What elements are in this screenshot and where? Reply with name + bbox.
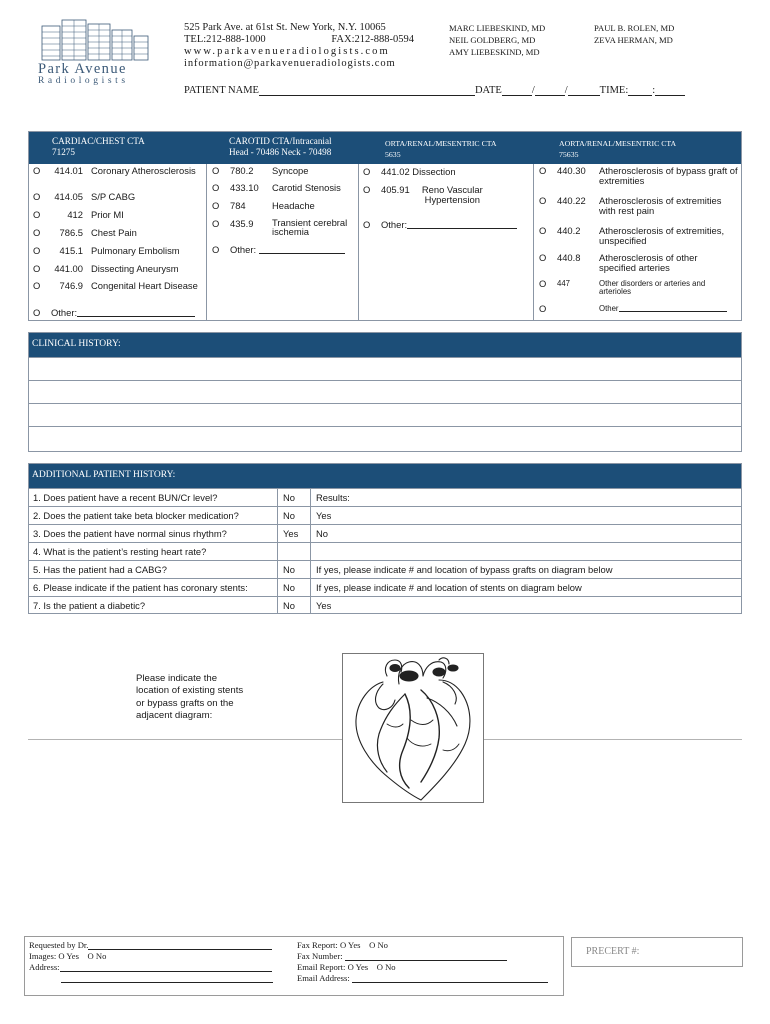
doctor-name: NEIL GOLDBERG, MD [449, 35, 536, 45]
diagnosis-code: 433.10 [230, 182, 259, 193]
diagnosis-option-other[interactable] [539, 304, 727, 314]
diagnosis-label: Atherosclerosis of extremities with rest pain [599, 195, 722, 216]
fax-report-label: Fax Report: [297, 940, 338, 950]
requested-by-field[interactable] [88, 941, 272, 950]
images-yes-option[interactable]: O Yes [58, 951, 79, 961]
diagnosis-label: Congenital Heart Disease [91, 280, 198, 291]
answer-option[interactable]: No [278, 579, 311, 596]
response-option[interactable]: If yes, please indicate # and location of stents on diagram below [316, 582, 582, 593]
question-text: 7. Is the patient a diabetic? [29, 597, 278, 614]
answer-option[interactable]: No [278, 597, 311, 614]
date-sep: / [531, 85, 535, 96]
radio-circle-icon[interactable]: O [539, 225, 547, 236]
diagnosis-option[interactable] [33, 210, 203, 220]
images-label: Images: [29, 951, 57, 961]
address-field-2[interactable] [61, 974, 273, 983]
diagnosis-table [28, 131, 742, 321]
question-text: 1. Does patient have a recent BUN/Cr level? [29, 489, 278, 506]
diagnosis-label: S/P CABG [91, 191, 136, 202]
heart-anatomy-icon[interactable] [343, 654, 483, 802]
radio-circle-icon[interactable]: O [33, 245, 41, 256]
diagnosis-option[interactable] [33, 281, 203, 291]
patient-info-line [184, 85, 704, 96]
question-text: 3. Does the patient have normal sinus rhythm? [29, 525, 278, 542]
radio-circle-icon[interactable]: O [212, 244, 220, 255]
question-row [29, 560, 741, 578]
response-option[interactable]: Yes [316, 510, 332, 521]
instruction-line: Please indicate the [136, 673, 218, 684]
diagnosis-label: Atherosclerosis of bypass graft of extremities [599, 165, 738, 186]
diagnosis-option[interactable] [539, 196, 739, 215]
diagnosis-option[interactable] [539, 226, 729, 245]
email-report-label: Email Report: [297, 962, 346, 972]
diagnosis-label: Chest Pain [91, 227, 137, 238]
diagnosis-option[interactable] [212, 166, 356, 176]
telephone: TEL:212-888-1000 [184, 34, 266, 45]
fax-number-row [297, 951, 507, 961]
question-row [29, 596, 741, 614]
diagnosis-code: 414.05 [54, 191, 83, 202]
logo [36, 18, 154, 88]
diagnosis-header [29, 132, 741, 164]
answer-field[interactable] [278, 543, 311, 560]
diagnosis-option[interactable] [539, 253, 729, 272]
instruction-line: adjacent diagram: [136, 710, 213, 722]
column-divider [206, 164, 207, 320]
response-field[interactable] [311, 543, 316, 560]
diagnosis-label: Atherosclerosis of other specified arteries [599, 252, 698, 273]
col1-code: 71275 [52, 147, 75, 157]
diagnosis-label: Other: [381, 219, 408, 230]
diagnosis-option[interactable] [539, 166, 739, 185]
diagnosis-code: 746.9 [59, 280, 83, 291]
diagnosis-option[interactable] [363, 167, 456, 177]
diagnosis-label: Other: [51, 307, 78, 318]
diagnosis-option[interactable] [212, 201, 356, 211]
diagnosis-option[interactable] [33, 228, 203, 238]
diagnosis-option[interactable] [539, 280, 729, 297]
radio-circle-icon[interactable]: O [539, 165, 547, 176]
diagnosis-code: 786.5 [59, 227, 83, 238]
column-divider [358, 164, 359, 320]
radio-circle-icon[interactable]: O [363, 166, 371, 177]
other-input[interactable] [619, 304, 727, 312]
question-text: 4. What is the patient’s resting heart rate? [29, 543, 278, 560]
question-text: 2. Does the patient take beta blocker medication? [29, 507, 278, 524]
clinical-history-section [28, 332, 742, 452]
radio-circle-icon[interactable]: O [212, 182, 220, 193]
diagnosis-code: 784 [230, 200, 246, 211]
radio-circle-icon[interactable]: O [539, 252, 547, 263]
doctor-name: AMY LIEBESKIND, MD [449, 47, 540, 57]
doctor-name: ZEVA HERMAN, MD [594, 35, 673, 45]
diagnosis-code: 780.2 [230, 165, 254, 176]
clinical-history-title: CLINICAL HISTORY: [29, 333, 741, 357]
radio-circle-icon[interactable]: O [33, 191, 41, 202]
diagnosis-code: 441.02 [381, 166, 410, 177]
other-input[interactable] [259, 245, 345, 254]
diagnosis-option[interactable] [33, 192, 203, 202]
diagnosis-label: Other: [230, 244, 257, 255]
diagnosis-code: 440.22 [557, 195, 586, 206]
diagnosis-label: Atherosclerosis of extremities, unspecified [599, 225, 725, 246]
other-input[interactable] [77, 308, 195, 317]
diagnosis-label: Other disorders or arteries and arterioles [599, 279, 706, 297]
logo-line1: Park Avenue [38, 61, 127, 77]
diagnosis-label: Dissecting Aneurysm [91, 263, 179, 274]
patient-name-label: PATIENT NAME [184, 85, 259, 96]
requested-by-label: Requested by Dr. [29, 940, 89, 950]
request-footer [24, 936, 564, 996]
column-divider [533, 164, 534, 320]
email-address: information@parkavenueradiologists.com [184, 58, 396, 69]
additional-history-title: ADDITIONAL PATIENT HISTORY: [29, 464, 741, 488]
radio-circle-icon[interactable]: O [363, 184, 371, 195]
response-option[interactable]: Yes [316, 600, 332, 611]
diagnosis-option[interactable] [212, 219, 356, 236]
images-row [29, 951, 106, 961]
col3-title: ORTA/RENAL/MESENTRIC CTA [385, 139, 497, 148]
clinical-history-line[interactable] [29, 380, 741, 403]
address-block [184, 22, 414, 70]
additional-history-section [28, 463, 742, 614]
precert-box[interactable] [571, 937, 743, 967]
question-row [29, 578, 741, 596]
email-address-row [297, 973, 548, 983]
fax-report-row [297, 940, 388, 950]
col3-header [385, 138, 497, 160]
email-address-label: Email Address: [297, 973, 350, 983]
clinical-history-line[interactable] [29, 403, 741, 426]
precert-label: PRECERT #: [586, 946, 640, 957]
col1-header [52, 136, 145, 158]
address-field[interactable] [60, 963, 272, 972]
col2-code: Head - 70486 Neck - 70498 [229, 147, 332, 157]
diagnosis-code: 440.8 [557, 252, 581, 263]
response-option[interactable]: No [316, 528, 328, 539]
doctor-list-1 [449, 22, 545, 58]
radio-circle-icon[interactable]: O [212, 165, 220, 176]
diagnosis-option-other[interactable] [212, 245, 345, 255]
col1-title: CARDIAC/CHEST CTA [52, 136, 145, 146]
doctor-name: MARC LIEBESKIND, MD [449, 23, 546, 33]
date-year-field[interactable] [568, 85, 600, 96]
radio-circle-icon[interactable]: O [33, 227, 41, 238]
radio-circle-icon[interactable]: O [539, 278, 547, 289]
answer-option[interactable]: Yes [278, 525, 311, 542]
time-hour-field[interactable] [628, 85, 652, 96]
diagnosis-option[interactable] [212, 183, 356, 193]
website: www.parkavenueradiologists.com [184, 46, 390, 57]
clinical-history-line[interactable] [29, 357, 741, 380]
diagnosis-label: Syncope [272, 165, 309, 176]
diagnosis-label: Other [599, 304, 619, 313]
diagnosis-code: 441.00 [54, 263, 83, 274]
images-no-option[interactable]: O No [87, 951, 107, 961]
diagnosis-option[interactable] [363, 185, 492, 204]
clinical-history-line[interactable] [29, 426, 741, 449]
question-text: 6. Please indicate if the patient has coronary stents: [29, 579, 278, 596]
diagnosis-code: 447 [557, 279, 571, 288]
question-row [29, 524, 741, 542]
col2-title: CAROTID CTA/Intracanial [229, 136, 332, 146]
heart-diagram[interactable] [342, 653, 484, 803]
date-label: DATE [474, 85, 502, 96]
fax-number-field[interactable] [345, 952, 507, 961]
diagnosis-code: 415.1 [59, 245, 83, 256]
instruction-line: or bypass grafts on the [136, 697, 234, 709]
answer-option[interactable]: No [278, 507, 311, 524]
fax-number: FAX:212-888-0594 [331, 34, 414, 45]
radio-circle-icon[interactable]: O [33, 165, 41, 176]
radio-circle-icon[interactable]: O [212, 200, 220, 211]
diagnosis-option-other[interactable] [363, 220, 517, 230]
answer-option[interactable]: No [278, 561, 311, 578]
logo-line2: Radiologists [38, 76, 129, 86]
diagnosis-label: Pulmonary Embolism [91, 245, 180, 256]
email-report-row [297, 962, 396, 972]
time-sep: : [652, 85, 656, 96]
other-input[interactable] [407, 220, 517, 229]
diagnosis-code: 405.91 [381, 184, 410, 195]
radio-circle-icon[interactable]: O [539, 303, 547, 314]
diagnosis-label: Carotid Stenosis [272, 182, 341, 193]
diagnosis-label: Coronary Atherosclerosis [91, 165, 196, 176]
email-report-no-option[interactable]: O No [376, 962, 396, 972]
question-row [29, 488, 741, 506]
diagnosis-code: 414.01 [54, 165, 83, 176]
address-row [29, 962, 272, 972]
requested-by-row [29, 940, 272, 950]
instruction-line: location of existing stents [136, 685, 244, 697]
email-report-yes-option[interactable]: O Yes [347, 962, 369, 972]
diagnosis-code: 412 [67, 209, 83, 220]
diagnosis-code: 440.2 [557, 225, 581, 236]
radio-circle-icon[interactable]: O [363, 219, 371, 230]
answer-option[interactable]: No [278, 489, 311, 506]
response-option[interactable]: Results: [316, 492, 350, 503]
radio-circle-icon[interactable]: O [33, 263, 41, 274]
date-day-field[interactable] [535, 85, 565, 96]
radio-circle-icon[interactable]: O [212, 218, 220, 229]
diagnosis-code: 435.9 [230, 218, 254, 229]
diagnosis-label: Headache [272, 200, 315, 211]
response-option[interactable]: If yes, please indicate # and location of bypass grafts on diagram below [316, 564, 613, 575]
doctor-list-2 [594, 22, 674, 46]
diagnosis-label: Prior MI [91, 209, 124, 220]
fax-number-label: Fax Number: [297, 951, 343, 961]
street-address: 525 Park Ave. at 61st St. New York, N.Y. 10065 [184, 22, 386, 33]
diagnosis-option[interactable] [33, 264, 203, 274]
col2-header [229, 136, 332, 158]
question-row [29, 506, 741, 524]
address-label: Address: [29, 962, 60, 972]
time-label: TIME: [599, 85, 629, 96]
col4-title: AORTA/RENAL/MESENTRIC CTA [559, 139, 677, 148]
email-address-field[interactable] [352, 974, 548, 983]
diagnosis-option-other[interactable] [33, 308, 195, 318]
fax-report-yes-option[interactable]: O Yes [339, 940, 361, 950]
col4-header [559, 138, 676, 160]
col3-code: 5635 [385, 150, 401, 159]
diagram-instructions [136, 673, 266, 723]
diagnosis-option[interactable] [33, 246, 203, 256]
col4-code: 75635 [559, 150, 579, 159]
date-sep: / [564, 85, 568, 96]
diagnosis-label: Transient cerebral ischemia [272, 217, 348, 237]
date-month-field[interactable] [502, 85, 532, 96]
time-minute-field[interactable] [655, 85, 685, 96]
radio-circle-icon[interactable]: O [33, 280, 41, 291]
doctor-name: PAUL B. ROLEN, MD [594, 23, 675, 33]
radio-circle-icon[interactable]: O [539, 195, 547, 206]
question-text: 5. Has the patient had a CABG? [29, 561, 278, 578]
radio-circle-icon[interactable]: O [33, 209, 41, 220]
radio-circle-icon[interactable]: O [33, 307, 41, 318]
address-row-2 [61, 973, 273, 983]
diagnosis-label: Reno Vascular Hypertension [421, 184, 483, 205]
question-row [29, 542, 741, 560]
diagnosis-code: 440.30 [557, 165, 586, 176]
diagnosis-label: Dissection [412, 166, 456, 177]
fax-report-no-option[interactable]: O No [369, 940, 388, 950]
patient-name-field[interactable] [259, 85, 475, 96]
diagnosis-option[interactable] [33, 166, 203, 176]
